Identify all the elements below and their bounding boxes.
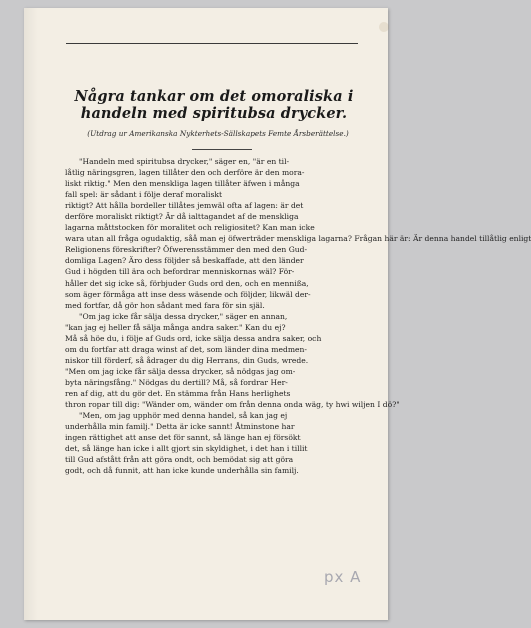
body-line: wara utan all fråga ogudaktig, såå man ej öfwerträder menskliga lagarna? Frågan här är: Är denna handel tillåtlig enligt [65,234,531,244]
document-page [24,8,531,620]
body-line: thron ropar till dig: "Wänder om, wänder om från denna onda wäg, ty hwi wiljen I dö?" [65,400,400,410]
body-line: niskor till förderf, så ådrager du dig Herrans, din Guds, wrede. [65,355,309,365]
document-subtitle: (Utdrag ur Amerikanska Nykterhets-Sällskapets Femte Årsberättelse.) [87,129,349,138]
body-line: underhålla min familj." Detta är icke sannt! Åtminstone har [65,422,295,432]
separator-rule [192,149,252,150]
body-line: som äger förmåga att inse dess wäsende och följder, likwäl der- [65,289,311,299]
body-line: liskt riktig." Men den menskliga lagen tillåter äfwen i många [65,179,300,189]
body-line: med fortfar, då gör hon sådant med fara för sin själ. [65,300,265,310]
body-line: om du fortfar att draga winst af det, som länder dina medmen- [65,344,307,354]
body-line: "Om jag icke får sälja dessa drycker," säger en annan, [79,311,288,321]
body-line: "kan jag ej heller få sälja många andra saker." Kan du ej? [65,322,286,332]
body-line: det, så länge han icke i allt gjort sin skyldighet, i det han i tillit [65,444,308,454]
body-text [65,156,531,476]
body-line: riktigt? Att hålla bordeller tillåtes jemwäl ofta af lagen: är det [65,201,304,211]
paper-stain [379,22,389,32]
body-line: Religionens föreskrifter? Öfwerensstämmer den med den Gud- [65,245,308,255]
body-line: till Gud afstått från att göra ondt, och bemödat sig att göra [65,455,294,465]
body-line: "Men om jag icke får sälja dessa drycker, så nödgas jag om- [65,366,296,376]
body-line: Må så höe du, i följe af Guds ord, icke sälja dessa andra saker, och [65,333,322,343]
body-line: ren af dig, att du gör det. En stämma från Hans herlighets [65,388,291,398]
body-line: godt, och då funnit, att han icke kunde underhålla sin familj. [65,466,299,476]
body-line: domliga Lagen? Äro dess följder så beskaffade, att den länder [65,256,304,266]
body-line: Gud i högden till ära och befordrar menniskornas wäl? För- [65,267,295,277]
body-line: byta näringsfång." Nödgas du dertill? Må, så fordrar Her- [65,377,288,387]
page-shadow [24,8,38,620]
pencil-annotation: px A [324,568,362,586]
body-line: "Handeln med spiritubsa drycker," säger en, "är en til- [79,157,290,166]
body-line: ingen rättighet att anse det för sannt, så länge han ej försökt [65,433,301,443]
document-title: Några tankar om det omoraliska i handeln med spiritubsa drycker. [74,88,354,122]
body-line: derföre moraliskt riktigt? Är då ialttagandet af de menskliga [65,212,299,222]
body-line: lagarna måttstocken för moralitet och religiositet? Kan man icke [65,223,315,233]
body-line: "Men, om jag upphör med denna handel, så kan jag ej [79,411,288,421]
body-line: låtlig näringsgren, lagen tillåter den och derföre är den mora- [65,168,305,178]
body-line: fall spel: är sådant i följe deraf moraliskt [65,190,222,200]
body-line: håller det sig icke så, förbjuder Guds ord den, och en mennißa, [65,278,309,288]
top-rule [66,43,358,44]
